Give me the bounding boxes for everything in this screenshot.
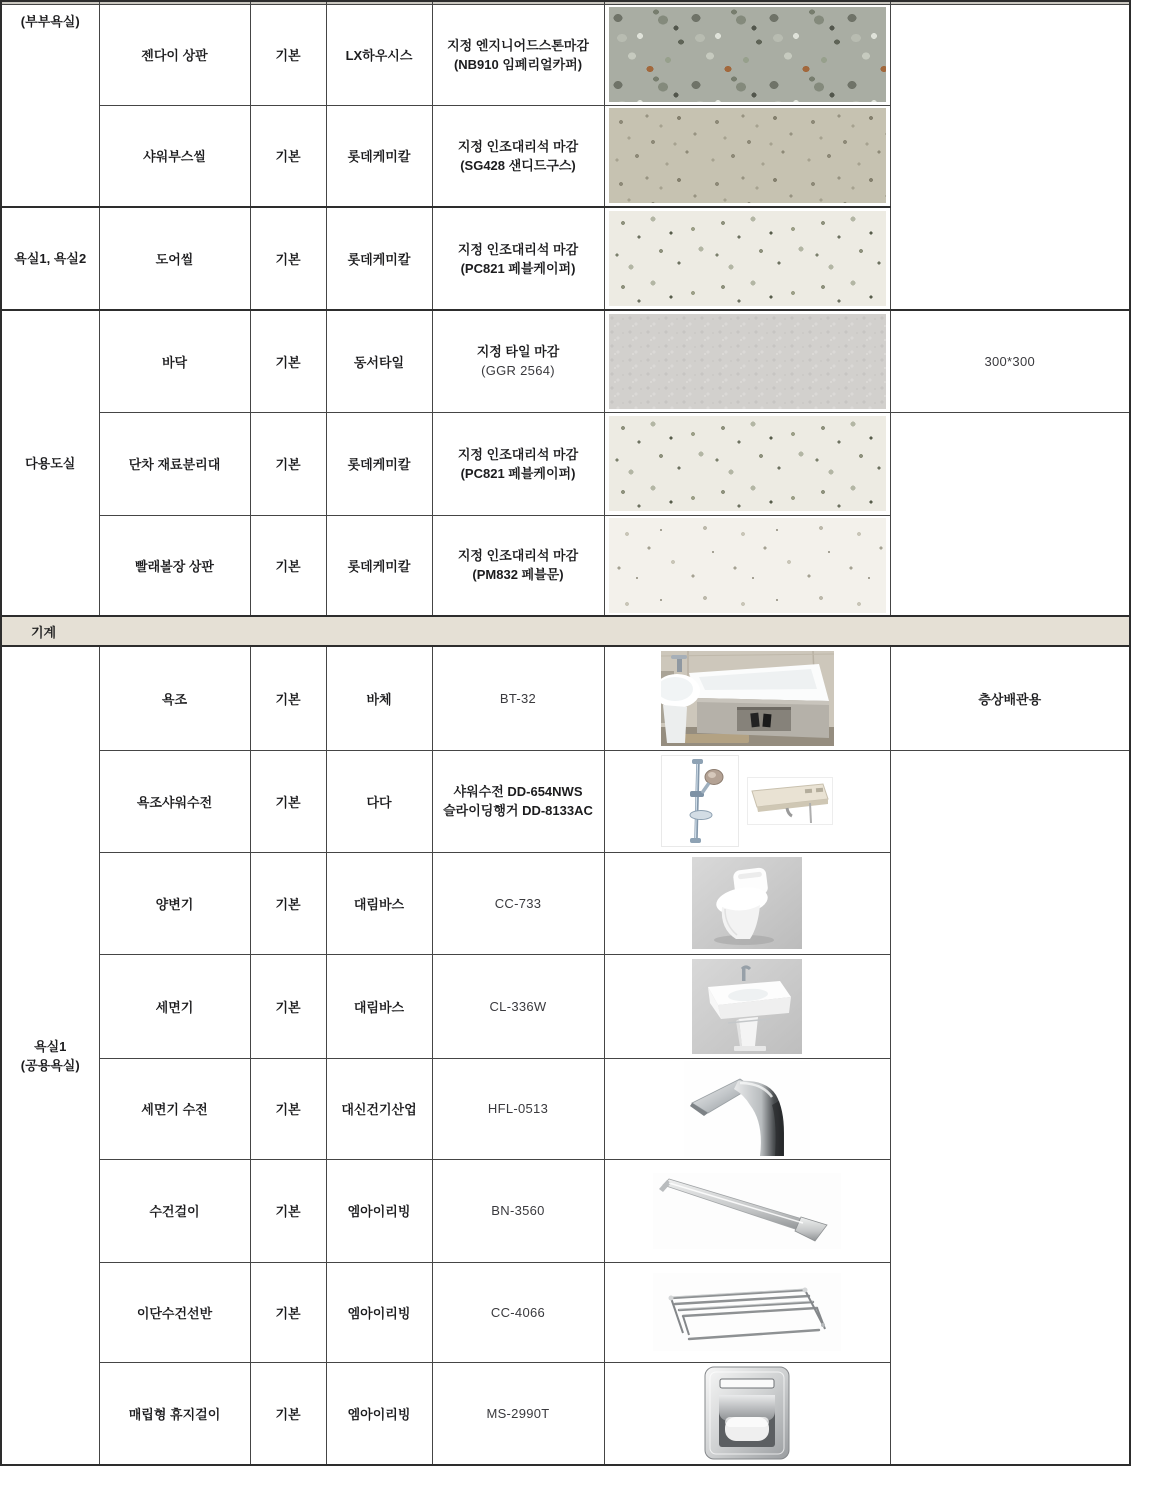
item-cell: 양변기	[99, 852, 250, 954]
grade-cell: 기본	[250, 852, 326, 954]
location-cell	[1, 4, 99, 207]
grade-cell: 기본	[250, 4, 326, 105]
washbasin-photo	[692, 959, 802, 1054]
table-row	[1, 515, 1130, 616]
item-cell: 샤워부스씰	[99, 105, 250, 207]
grade-cell: 기본	[250, 105, 326, 207]
spec-cell: MS-2990T	[432, 1362, 604, 1465]
image-cell	[604, 1058, 890, 1159]
brand-cell: 다다	[326, 750, 432, 852]
image-cell	[604, 1362, 890, 1465]
spec-cell: BN-3560	[432, 1159, 604, 1262]
spec-cell: 지정 인조대리석 마감 (PC821 페블케이퍼)	[432, 412, 604, 515]
bath-faucet-photo	[747, 777, 833, 825]
artificial-marble-swatch-sg428	[609, 108, 886, 203]
image-cell	[604, 750, 890, 852]
brand-cell: LX하우시스	[326, 4, 432, 105]
image-cell	[604, 1262, 890, 1362]
table-row	[1, 105, 1130, 207]
artificial-marble-swatch-pm832	[609, 518, 886, 613]
item-cell: 매립형 휴지걸이	[99, 1362, 250, 1465]
brand-cell: 대림바스	[326, 852, 432, 954]
location-cell	[1, 310, 99, 616]
table-row	[1, 1058, 1130, 1159]
image-cell	[604, 954, 890, 1058]
location-label: (공용욕실)	[20, 1057, 80, 1073]
table-row	[1, 954, 1130, 1058]
towel-shelf-photo	[653, 1273, 841, 1351]
remark-cell: 300*300	[890, 310, 1130, 412]
brand-cell: 엠아이리빙	[326, 1262, 432, 1362]
section-band-label: 기계	[31, 624, 57, 640]
table-row	[1, 852, 1130, 954]
section-band-row	[1, 616, 1130, 646]
brand-cell: 동서타일	[326, 310, 432, 412]
grade-cell: 기본	[250, 1362, 326, 1465]
image-cell	[604, 105, 890, 207]
location-label: 욕실1	[34, 1038, 67, 1054]
table-row	[1, 1262, 1130, 1362]
item-cell: 단차 재료분리대	[99, 412, 250, 515]
artificial-marble-swatch-pc821	[609, 211, 886, 306]
spec-cell: BT-32	[432, 646, 604, 750]
remark-cell: 층상배관용	[890, 646, 1130, 750]
item-cell: 세면기	[99, 954, 250, 1058]
grade-cell: 기본	[250, 310, 326, 412]
spec-cell: CC-733	[432, 852, 604, 954]
shower-set-photo	[661, 755, 739, 847]
brand-cell: 롯데케미칼	[326, 207, 432, 310]
image-cell	[604, 207, 890, 310]
image-cell	[604, 646, 890, 750]
brand-cell: 엠아이리빙	[326, 1362, 432, 1465]
brand-cell: 대림바스	[326, 954, 432, 1058]
section-band-cell	[1, 616, 1130, 646]
grade-cell: 기본	[250, 750, 326, 852]
table-row	[1, 646, 1130, 750]
grade-cell: 기본	[250, 1058, 326, 1159]
tile-swatch-ggr2564	[609, 314, 886, 409]
table-row	[1, 750, 1130, 852]
item-cell: 바닥	[99, 310, 250, 412]
item-cell: 이단수건선반	[99, 1262, 250, 1362]
image-cell	[604, 4, 890, 105]
table-row	[1, 1362, 1130, 1465]
spec-cell: 지정 인조대리석 마감 (PC821 페블케이퍼)	[432, 207, 604, 310]
brand-cell: 롯데케미칼	[326, 105, 432, 207]
item-cell: 수건걸이	[99, 1159, 250, 1262]
paper-holder-photo	[700, 1365, 794, 1461]
spec-cell: HFL-0513	[432, 1058, 604, 1159]
grade-cell: 기본	[250, 515, 326, 616]
image-cell	[604, 852, 890, 954]
item-cell: 세면기 수전	[99, 1058, 250, 1159]
image-cell	[604, 412, 890, 515]
brand-cell: 롯데케미칼	[326, 412, 432, 515]
artificial-marble-swatch-pc821	[609, 416, 886, 511]
item-cell: 욕조샤워수전	[99, 750, 250, 852]
spec-cell: 샤워수전 DD-654NWS 슬라이딩행거 DD-8133AC	[432, 750, 604, 852]
grade-cell: 기본	[250, 1159, 326, 1262]
spec-cell: 지정 인조대리석 마감 (PM832 페블문)	[432, 515, 604, 616]
table-row	[1, 1159, 1130, 1262]
grade-cell: 기본	[250, 1262, 326, 1362]
image-cell	[604, 310, 890, 412]
item-cell: 욕조	[99, 646, 250, 750]
image-cell	[604, 515, 890, 616]
table-row	[1, 4, 1130, 105]
grade-cell: 기본	[250, 207, 326, 310]
table-row	[1, 412, 1130, 515]
grade-cell: 기본	[250, 412, 326, 515]
location-cell	[1, 207, 99, 310]
table-row	[1, 310, 1130, 412]
spec-cell: 지정 타일 마감 (GGR 2564)	[432, 310, 604, 412]
grade-cell: 기본	[250, 954, 326, 1058]
location-cell	[1, 646, 99, 1465]
spec-cell: 지정 인조대리석 마감 (SG428 샌디드구스)	[432, 105, 604, 207]
item-cell: 빨래볼장 상판	[99, 515, 250, 616]
basin-faucet-photo	[684, 1061, 810, 1157]
brand-cell: 롯데케미칼	[326, 515, 432, 616]
item-cell: 도어씰	[99, 207, 250, 310]
towel-bar-photo	[653, 1173, 841, 1249]
spec-cell: CL-336W	[432, 954, 604, 1058]
grade-cell: 기본	[250, 646, 326, 750]
spec-cell: CC-4066	[432, 1262, 604, 1362]
brand-cell: 대신건기산업	[326, 1058, 432, 1159]
engineered-stone-swatch	[609, 7, 886, 102]
bathtub-photo	[661, 651, 834, 746]
image-cell	[604, 1159, 890, 1262]
toilet-photo	[692, 857, 802, 949]
table-row	[1, 207, 1130, 310]
location-label: (부부욕실)	[20, 13, 80, 29]
item-cell: 젠다이 상판	[99, 4, 250, 105]
spec-cell: 지정 엔지니어드스톤마감 (NB910 임페리얼카퍼)	[432, 4, 604, 105]
cut-cell	[890, 1, 1130, 4]
location-label: 욕실1, 욕실2	[14, 251, 87, 266]
brand-cell: 엠아이리빙	[326, 1159, 432, 1262]
brand-cell: 바체	[326, 646, 432, 750]
location-label: 다용도실	[25, 455, 76, 471]
